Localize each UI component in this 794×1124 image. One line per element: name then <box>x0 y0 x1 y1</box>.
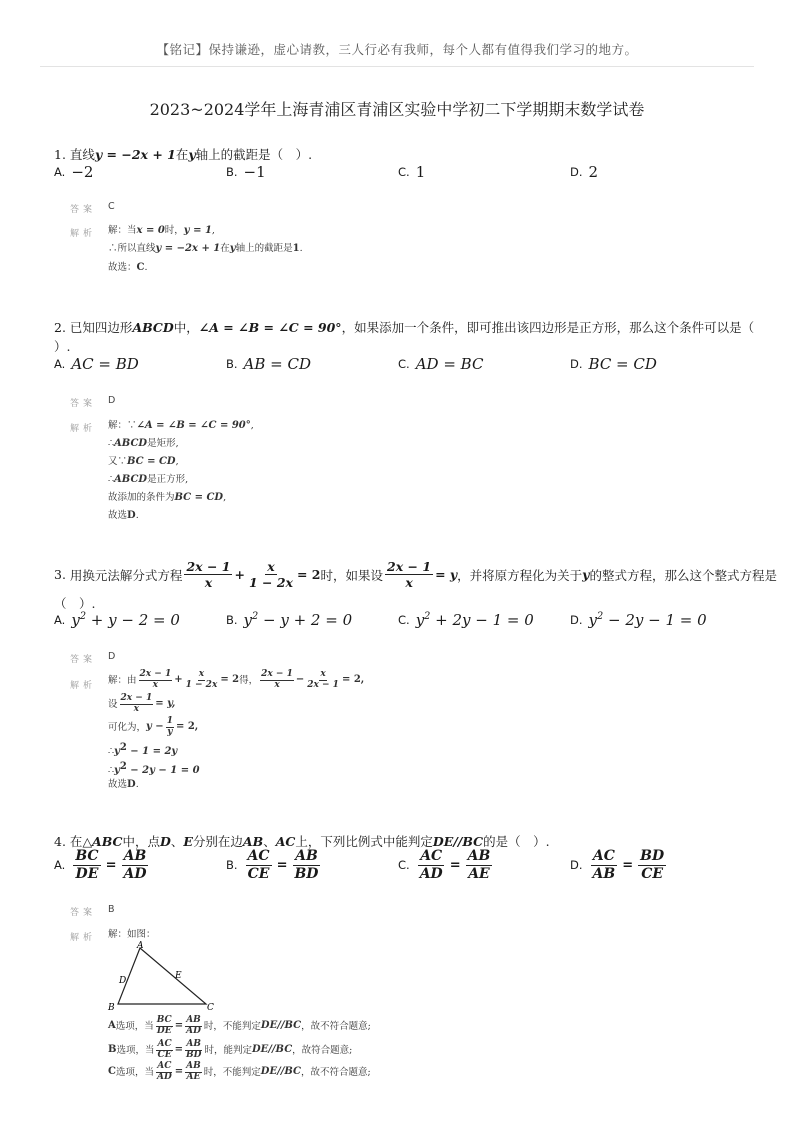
triangle-figure <box>100 940 230 1012</box>
solution-line: 解：∵∠A = ∠B = ∠C = 90°, <box>108 420 254 431</box>
analysis-label: 解析 <box>70 229 97 239</box>
question-number: 3. <box>54 567 66 583</box>
triangle-abc <box>118 948 206 1004</box>
question-1-stem <box>54 145 312 163</box>
answer-label: 答案 <box>70 908 97 918</box>
answer-value: C <box>108 201 115 212</box>
solution-line: ∴ABCD是矩形, <box>108 438 179 449</box>
q3-option-b[interactable]: B. $y^2 - y + 2 = 0$ <box>226 611 353 629</box>
point-e-label: E <box>175 971 182 981</box>
stem-math: y <box>188 147 196 162</box>
question-2-stem-cont: ）. <box>54 339 71 354</box>
q4-option-c[interactable]: C. $\frac{AC}{AD}$ = $\frac{AB}{AE}$ <box>398 848 491 882</box>
solution-line: 可化为， y − $\frac{1}{y}$ = 2, <box>108 716 199 737</box>
q1-option-b[interactable] <box>226 163 266 181</box>
solution-line: 故添加的条件为BC = CD, <box>108 492 227 503</box>
question-3-stem-cont: （ ）. <box>54 596 96 611</box>
point-d-label: D <box>119 976 127 986</box>
analysis-label: 解析 <box>70 424 97 434</box>
q2-option-c[interactable]: C. AD = BC <box>398 355 484 373</box>
solution-line: 解：如图： <box>108 929 156 940</box>
answer-label: 答案 <box>70 205 97 215</box>
solution-line: 解：由 $\frac{2x - 1}{x}$ + $\frac{x}{1 - 2x}$ = 2 得， $\frac{2x - 1}{x}$ − $\frac{x}{2x - 1}$ = 2, <box>108 669 365 690</box>
q3-option-a[interactable]: A. $y^2 + y - 2 = 0$ <box>54 611 180 629</box>
option-value: −1 <box>243 163 266 181</box>
stem-math: y = −2x + 1 <box>94 147 176 162</box>
option-label: C. <box>398 165 410 179</box>
option-value: 2 <box>588 163 599 181</box>
solution-line: ∴ABCD是正方形, <box>108 474 189 485</box>
option-value: 1 <box>415 163 426 181</box>
q1-option-a[interactable] <box>54 163 93 181</box>
option-value: −2 <box>71 163 94 181</box>
page-motto: 【铭记】保持谦逊，虚心请教，三人行必有我师，每个人都有值得我们学习的地方。 <box>156 42 638 57</box>
vertex-a-label: A <box>137 941 144 951</box>
answer-value: D <box>108 651 116 662</box>
q4-option-a[interactable]: A. $\frac{BC}{DE}$ = $\frac{AB}{AD}$ <box>54 848 147 882</box>
solution-line: B 选项，当 $\frac{AC}{CE}$ = $\frac{AB}{BD}$ 时，能判定 DE//BC ，故符合题意; <box>108 1039 353 1060</box>
answer-label: 答案 <box>70 655 97 665</box>
answer-value: B <box>108 904 115 915</box>
analysis-label: 解析 <box>70 681 97 691</box>
q1-option-c[interactable] <box>398 163 425 181</box>
q4-option-b[interactable]: B. $\frac{AC}{CE}$ = $\frac{AB}{BD}$ <box>226 848 319 882</box>
solution-line: 解：当x = 0时，y = 1, <box>108 225 215 236</box>
q2-option-a[interactable]: A. AC = BD <box>54 355 139 373</box>
question-number: 1. <box>54 147 66 162</box>
solution-line: 故选D. <box>108 779 139 790</box>
analysis-label: 解析 <box>70 933 97 943</box>
solution-line: C 选项，当 $\frac{AC}{AD}$ = $\frac{AB}{AE}$ 时，不能判定 DE//BC ，故不符合题意; <box>108 1061 371 1082</box>
solution-line: ∴所以直线y = −2x + 1在y轴上的截距是1. <box>108 243 303 254</box>
q3-option-d[interactable]: D. $y^2 - 2y - 1 = 0$ <box>570 611 707 629</box>
solution-line: 故选D. <box>108 510 139 521</box>
q4-option-d[interactable]: D. $\frac{AC}{AB}$ = $\frac{BD}{CE}$ <box>570 848 665 882</box>
stem-text: 轴上的截距是（ ）. <box>195 147 313 162</box>
page-title: 2023~2024学年上海青浦区青浦区实验中学初二下学期期末数学试卷 <box>149 100 645 119</box>
answer-label: 答案 <box>70 399 97 409</box>
vertex-c-label: C <box>207 1003 214 1012</box>
question-2-stem: 2. 已知四边形ABCD中，∠A = ∠B = ∠C = 90°，如果添加一个条件，即可推出该四边形是正方形，那么这个条件可以是（ <box>54 320 755 335</box>
question-3-stem: 3. 用换元法解分式方程 $\frac{2x - 1}{x}$ + $\frac{x}{1 - 2x}$ = 2 时，如果设 $\frac{2x - 1}{x}$ = y ，并将原方程化为关于 y 的整式方程，那么这个整式方程是 <box>54 559 777 591</box>
stem-text: 在 <box>175 147 189 162</box>
solution-line: 设 $\frac{2x - 1}{x}$ = y, <box>108 693 176 714</box>
option-label: D. <box>570 165 583 179</box>
answer-value: D <box>108 395 116 406</box>
solution-line: ∴y2 − 2y − 1 = 0 <box>108 761 200 777</box>
solution-line: 故选：C. <box>108 262 148 273</box>
q2-option-b[interactable]: B. AB = CD <box>226 355 312 373</box>
question-4-stem: 4. 在△ABC中，点D、E分别在边AB、AC上，下列比例式中能判定DE//BC的是（ ）. <box>54 834 550 849</box>
solution-line: 又∵BC = CD, <box>108 456 179 467</box>
q1-option-d[interactable] <box>570 163 598 181</box>
option-label: B. <box>226 165 238 179</box>
q3-option-c[interactable]: C. $y^2 + 2y - 1 = 0$ <box>398 611 534 629</box>
stem-text: 直线 <box>69 147 95 162</box>
option-label: A. <box>54 165 66 179</box>
q2-option-d[interactable]: D. BC = CD <box>570 355 657 373</box>
solution-line: ∴y2 − 1 = 2y <box>108 742 178 758</box>
header-divider <box>40 66 754 67</box>
question-number: 2. <box>54 320 66 335</box>
solution-line: A 选项，当 $\frac{BC}{DE}$ = $\frac{AB}{AD}$ 时，不能判定 DE//BC ，故不符合题意; <box>108 1015 371 1036</box>
vertex-b-label: B <box>108 1003 115 1012</box>
question-number: 4. <box>54 834 66 849</box>
